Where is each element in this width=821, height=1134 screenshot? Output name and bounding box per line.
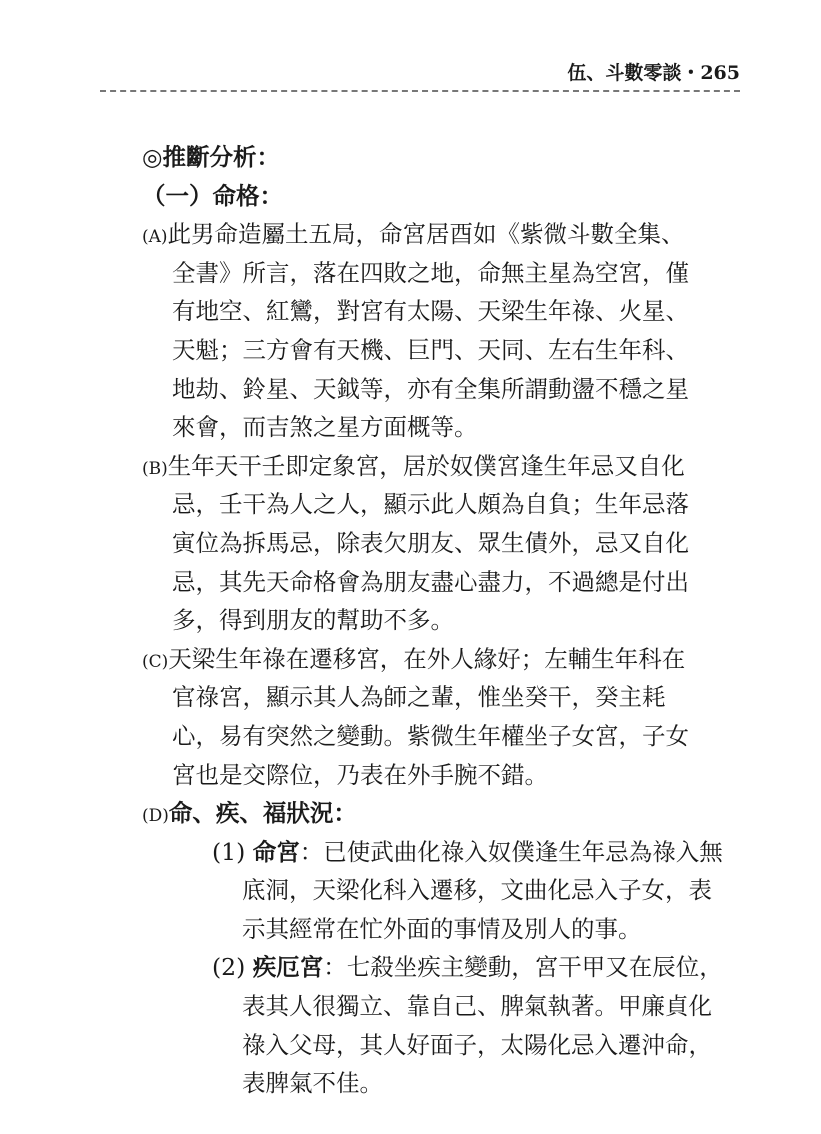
section-heading: ◎推斷分析：	[142, 143, 281, 171]
paragraph-marker: (B)	[142, 458, 168, 479]
item-line: ：七殺坐疾主變動，宮干甲又在辰位，	[323, 953, 723, 982]
paragraph-line: 寅位為拆馬忌，除表欠朋友、眾生債外，忌又自化	[172, 528, 689, 557]
running-header	[60, 58, 740, 98]
paragraph-line: 全書》所言，落在四敗之地，命無主星為空宮，僅	[172, 258, 689, 287]
paragraph-line: 地劫、鈴星、天鉞等，亦有全集所謂動盪不穩之星	[172, 374, 689, 403]
paragraph-line: 忌，壬干為人之人，顯示此人頗為自負；生年忌落	[172, 490, 689, 519]
item-label: 命宮	[252, 837, 300, 866]
list-item	[142, 833, 742, 949]
item-line: 示其經常在忙外面的事情及別人的事。	[242, 914, 642, 943]
header-title: 伍、斗數零談・265	[567, 62, 740, 84]
paragraph-line: 生年天干壬即定象宮，居於奴僕宮逢生年忌又自化	[167, 451, 685, 480]
item-line: ：已使武曲化祿入奴僕逢生年忌為祿入無	[299, 837, 723, 866]
item-label: 疾厄宮	[252, 953, 324, 982]
paragraph-title: 命、疾、福狀況：	[168, 799, 357, 828]
paragraph-line: 有地空、紅鸞，對宮有太陽、天梁生年祿、火星、	[172, 297, 689, 326]
item-number: (2)	[212, 953, 246, 982]
item-number: (1)	[212, 837, 246, 866]
paragraph-marker: (A)	[142, 227, 168, 248]
list-item	[142, 948, 742, 1102]
paragraph-line: 來會，而吉煞之星方面概等。	[172, 413, 478, 442]
paragraph-b	[142, 447, 742, 640]
paragraph-marker: (C)	[142, 651, 169, 672]
header-rule	[100, 90, 740, 92]
paragraph-line: 天梁生年祿在遷移宮，在外人緣好；左輔生年科在	[168, 644, 686, 673]
paragraph-line: 宮也是交際位，乃表在外手腕不錯。	[172, 760, 548, 789]
paragraph-d	[142, 794, 742, 1103]
paragraph-marker: (D)	[142, 806, 169, 827]
item-line: 祿入父母，其人好面子，太陽化忌入遷沖命，	[242, 1030, 712, 1059]
item-line: 底洞，天梁化科入遷移，文曲化忌入子女，表	[242, 876, 712, 905]
paragraph-line: 官祿宮，顯示其人為師之輩，惟坐癸干，癸主耗	[172, 683, 666, 712]
paragraph-line: 忌，其先天命格會為朋友盡心盡力，不過總是付出	[172, 567, 689, 596]
paragraph-line: 心，易有突然之變動。紫微生年權坐子女宮，子女	[172, 721, 689, 750]
page-body	[142, 138, 742, 1103]
paragraph-line: 此男命造屬土五局，命宮居酉如《紫微斗數全集、	[167, 220, 685, 249]
paragraph-line: 天魁；三方會有天機、巨門、天同、左右生年科、	[172, 335, 689, 364]
item-line: 表脾氣不佳。	[242, 1069, 383, 1098]
subsection-heading: （一）命格：	[142, 181, 283, 210]
item-line: 表其人很獨立、靠自己、脾氣執著。甲廉貞化	[242, 992, 712, 1021]
paragraph-line: 多，得到朋友的幫助不多。	[172, 606, 454, 635]
paragraph-c	[142, 640, 742, 794]
paragraph-a	[142, 215, 742, 447]
